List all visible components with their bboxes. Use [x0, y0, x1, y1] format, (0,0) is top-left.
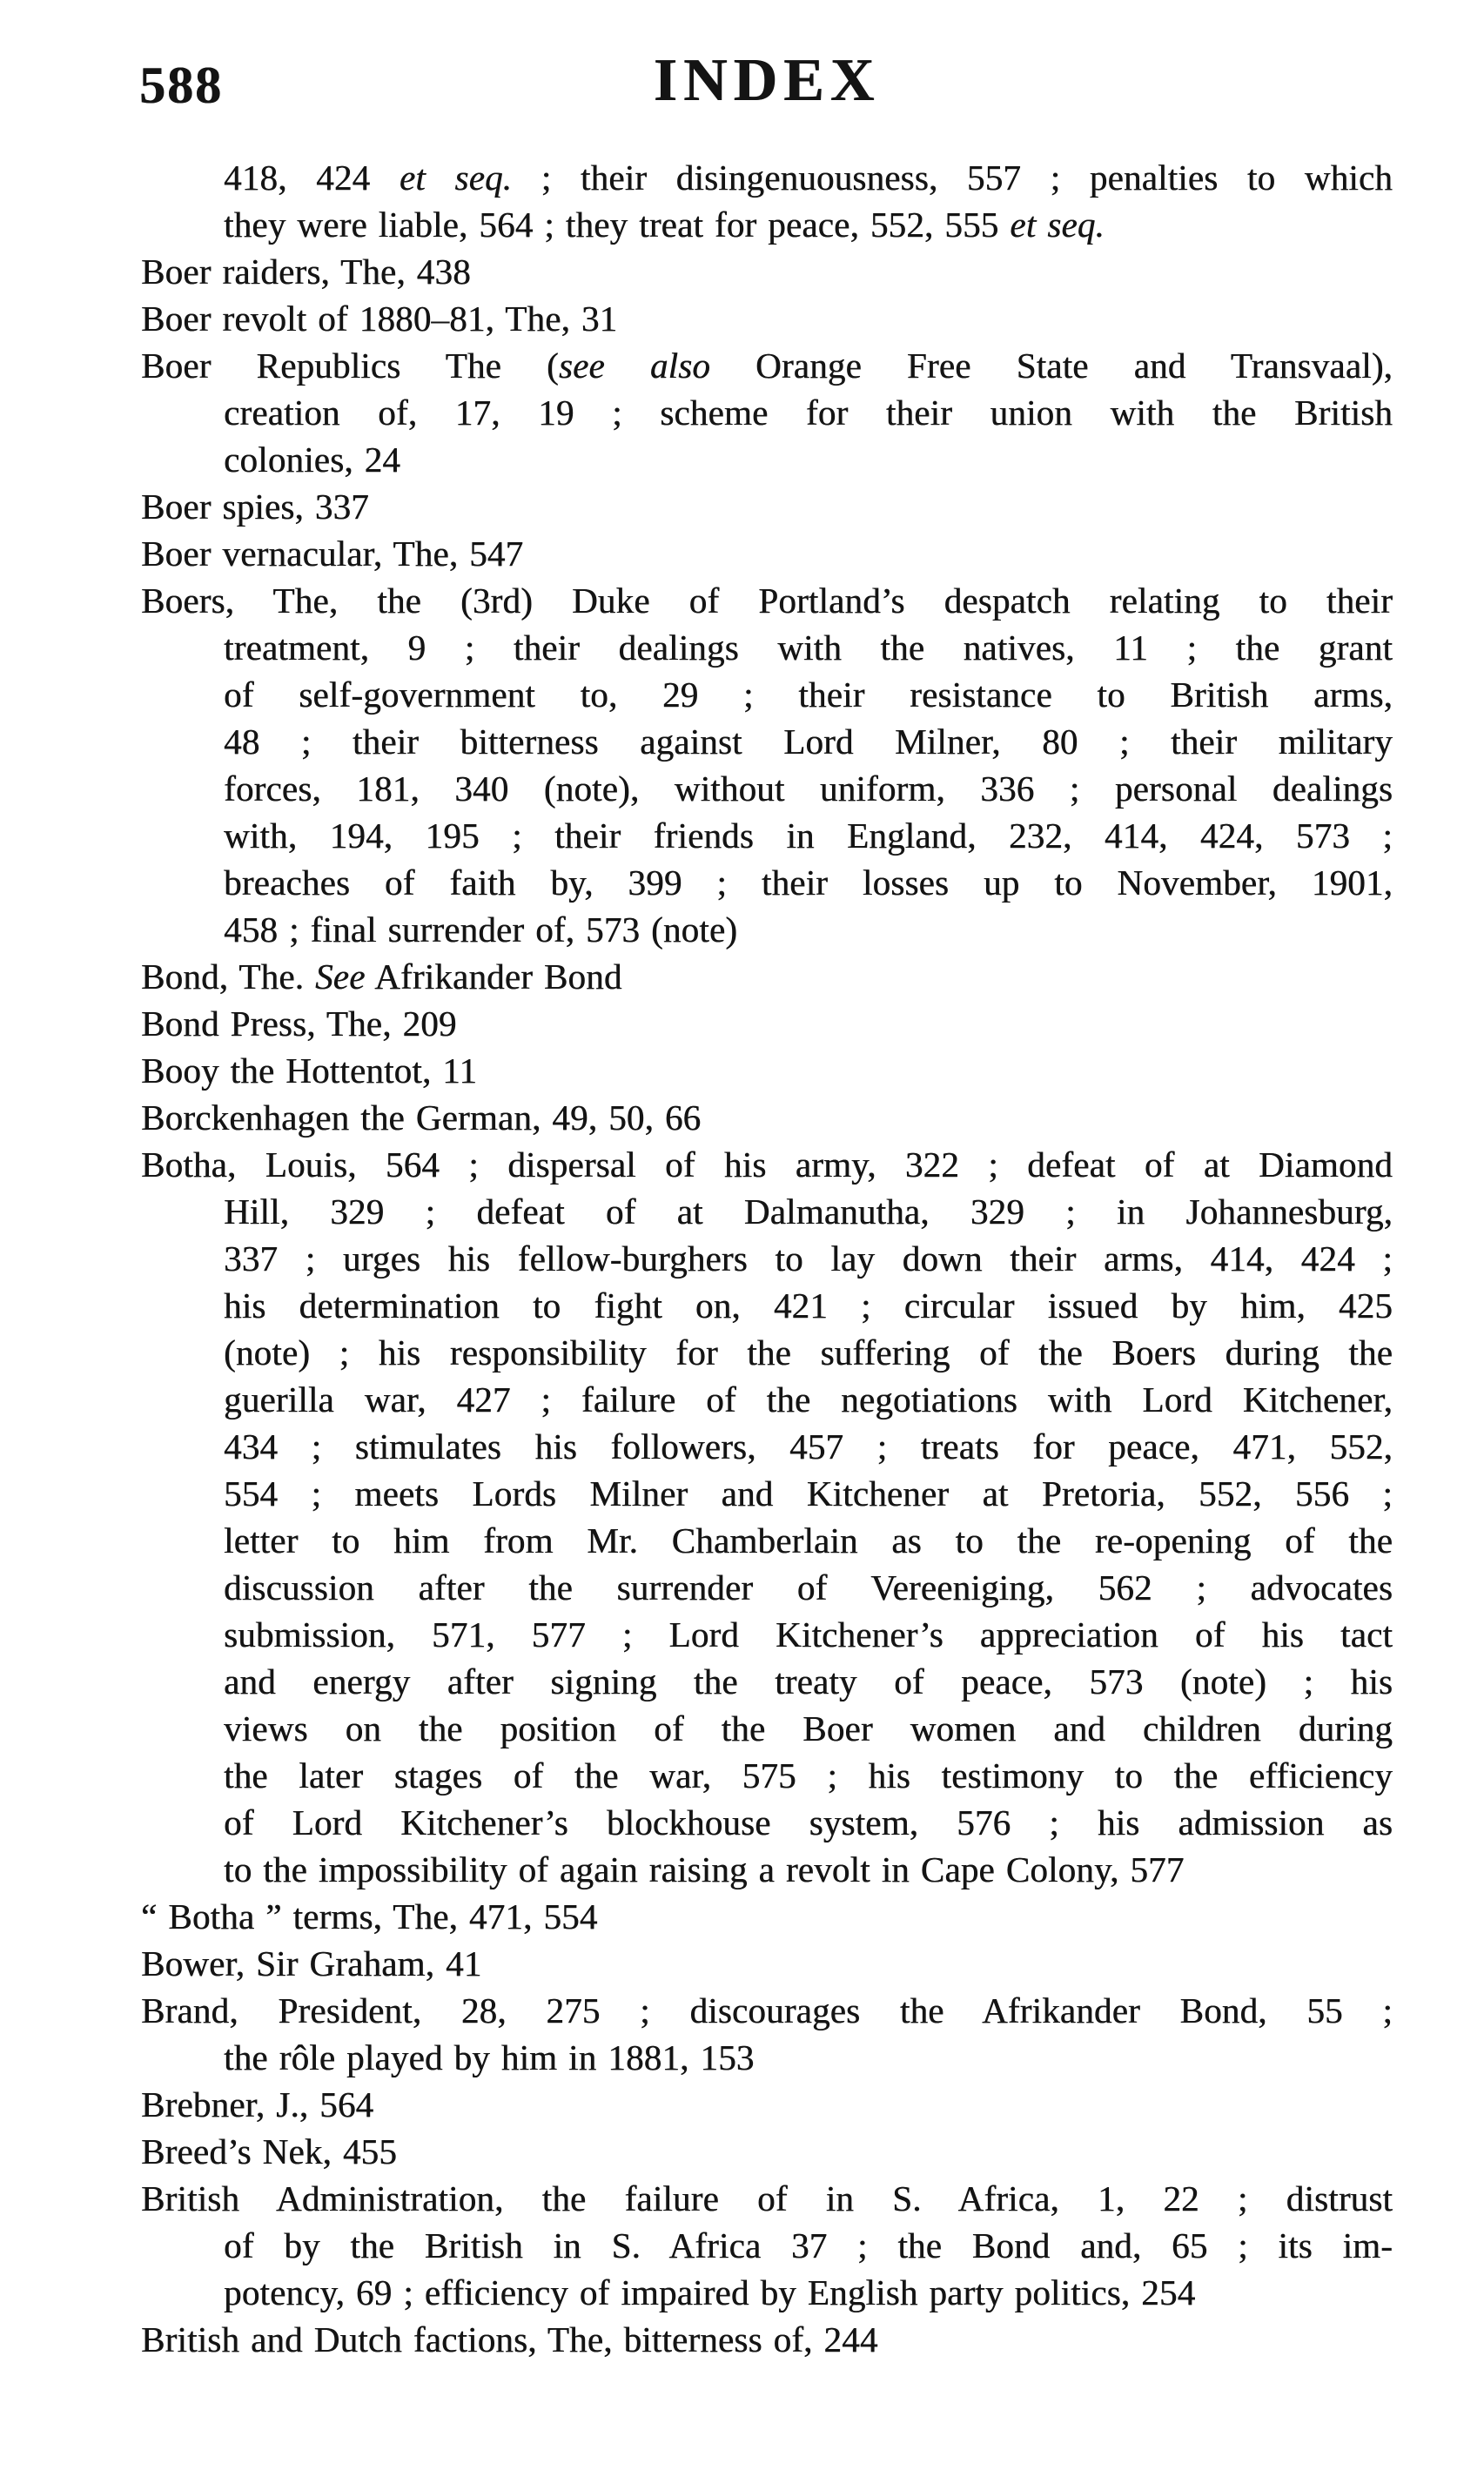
index-line-text: (note) ; his responsibility for the suffering of the Boers during the — [224, 1332, 1393, 1373]
index-line — [141, 1047, 1393, 1094]
index-line-text: and energy after signing the treaty of peace, 573 (note) ; his — [224, 1661, 1393, 1701]
index-line — [141, 530, 1393, 577]
entry-boer-republics — [141, 342, 1393, 483]
index-line-text: 418, 424 — [224, 158, 400, 198]
index-line — [141, 1799, 1393, 1846]
index-line-text: Bond, The. — [141, 956, 315, 997]
index-line — [141, 577, 1393, 624]
index-line — [141, 154, 1393, 201]
index-line-text: breaches of faith by, 399 ; their losses up to November, 1901, — [224, 862, 1393, 903]
index-line-text: 434 ; stimulates his followers, 457 ; treats for peace, 471, 552, — [224, 1426, 1393, 1467]
index-line — [141, 1517, 1393, 1564]
index-line — [141, 953, 1393, 1000]
index-line — [141, 859, 1393, 906]
index-line — [141, 1094, 1393, 1141]
index-line — [141, 1846, 1393, 1893]
entry-boer-revolt — [141, 295, 1393, 342]
index-line — [141, 2175, 1393, 2222]
index-line-text: British and Dutch factions, The, bitterness of, 244 — [141, 2319, 878, 2359]
index-line-text: treatment, 9 ; their dealings with the natives, 11 ; the grant — [224, 628, 1393, 668]
index-line — [141, 1752, 1393, 1799]
index-line-text: Boer Republics The ( — [141, 346, 559, 386]
index-line-text: discussion after the surrender of Vereeniging, 562 ; advocates — [224, 1567, 1393, 1608]
index-line-text: Brand, President, 28, 275 ; discourages the Afrikander Bond, 55 ; — [141, 1990, 1393, 2030]
index-line — [141, 624, 1393, 671]
index-line — [141, 2269, 1393, 2316]
index-line — [141, 1000, 1393, 1047]
entry-botha-louis — [141, 1141, 1393, 1893]
index-line-text: Boer vernacular, The, 547 — [141, 534, 524, 574]
entry-boers-the — [141, 577, 1393, 953]
index-line — [141, 201, 1393, 248]
index-line-text: colonies, 24 — [224, 440, 400, 480]
index-line — [141, 1611, 1393, 1658]
index-line — [141, 1940, 1393, 1987]
entry-boer-vernacular — [141, 530, 1393, 577]
index-entries — [141, 154, 1393, 2363]
entry-british-and-dutch-factions — [141, 2316, 1393, 2363]
index-line-text: guerilla war, 427 ; failure of the negotiations with Lord Kitchener, — [224, 1379, 1393, 1420]
index-line-italic-text: See — [314, 956, 366, 997]
index-line-text: views on the position of the Boer women and children during — [224, 1708, 1393, 1748]
index-line — [141, 1893, 1393, 1940]
entry-brand-president — [141, 1987, 1393, 2081]
index-line-text: Orange Free State and Transvaal), — [709, 346, 1393, 386]
index-line-italic-text: see also — [558, 346, 710, 386]
index-line-text: creation of, 17, 19 ; scheme for their union with the British — [224, 393, 1393, 433]
index-line-text: 458 ; final surrender of, 573 (note) — [224, 909, 738, 950]
index-line — [141, 248, 1393, 295]
index-line-text: Boers, The, the (3rd) Duke of Portland’s despatch relating to their — [141, 581, 1393, 621]
entry-bond-press — [141, 1000, 1393, 1047]
index-line-text: potency, 69 ; efficiency of impaired by English party politics, 254 — [224, 2272, 1196, 2312]
index-line — [141, 1376, 1393, 1423]
index-line-text: submission, 571, 577 ; Lord Kitchener’s appreciation of his tact — [224, 1614, 1393, 1654]
index-line-text: of Lord Kitchener’s blockhouse system, 576 ; his admission as — [224, 1802, 1393, 1842]
index-line-text: ; their disingenuousness, 557 ; penalties to which — [512, 158, 1393, 198]
index-line-text: Bond Press, The, 209 — [141, 1003, 457, 1044]
index-line-text: the rôle played by him in 1881, 153 — [224, 2037, 755, 2077]
index-line-text: letter to him from Mr. Chamberlain as to the re-opening of the — [224, 1520, 1393, 1561]
index-line — [141, 1282, 1393, 1329]
index-line — [141, 1141, 1393, 1188]
entry-bond-the — [141, 953, 1393, 1000]
index-line — [141, 1470, 1393, 1517]
entry-booy-hottentot — [141, 1047, 1393, 1094]
index-line — [141, 1987, 1393, 2034]
index-line — [141, 2222, 1393, 2269]
entry-borckenhagen — [141, 1094, 1393, 1141]
index-line-text: his determination to fight on, 421 ; circular issued by him, 425 — [224, 1285, 1393, 1326]
index-line-text: Boer spies, 337 — [141, 487, 369, 527]
index-line-text: of self-government to, 29 ; their resistance to British arms, — [224, 675, 1393, 715]
index-line-text: forces, 181, 340 (note), without uniform, 336 ; personal dealings — [224, 769, 1393, 809]
index-line-text: Borckenhagen the German, 49, 50, 66 — [141, 1097, 702, 1138]
entry-brebner — [141, 2081, 1393, 2128]
index-line-text: Brebner, J., 564 — [141, 2084, 374, 2124]
index-line — [141, 2128, 1393, 2175]
index-line — [141, 1188, 1393, 1235]
entry-breeds-nek — [141, 2128, 1393, 2175]
entry-boer-spies — [141, 483, 1393, 530]
index-line-text: 337 ; urges his fellow-burghers to lay down their arms, 414, 424 ; — [224, 1238, 1393, 1279]
page-title: INDEX — [653, 47, 881, 114]
entry-continuation-boer-prisoners — [141, 154, 1393, 248]
index-line — [141, 1705, 1393, 1752]
entry-british-administration — [141, 2175, 1393, 2316]
index-line-text: “ Botha ” terms, The, 471, 554 — [141, 1896, 598, 1936]
index-line — [141, 295, 1393, 342]
index-line-text: with, 194, 195 ; their friends in England, 232, 414, 424, 573 ; — [224, 816, 1393, 856]
index-line — [141, 483, 1393, 530]
index-line-text: Booy the Hottentot, 11 — [141, 1050, 478, 1091]
index-line — [141, 2081, 1393, 2128]
page-number: 588 — [139, 57, 223, 114]
index-line-text: Boer raiders, The, 438 — [141, 252, 471, 292]
index-line-text: the later stages of the war, 575 ; his testimony to the efficiency — [224, 1755, 1393, 1795]
index-line-text: Breed’s Nek, 455 — [141, 2131, 397, 2171]
entry-botha-terms — [141, 1893, 1393, 1940]
index-line-italic-text: et seq. — [1010, 205, 1105, 245]
index-line — [141, 671, 1393, 718]
index-line — [141, 718, 1393, 765]
index-line-text: Afrikander Bond — [365, 956, 622, 997]
index-line — [141, 1235, 1393, 1282]
index-line-text: 48 ; their bitterness against Lord Milner, 80 ; their military — [224, 722, 1393, 762]
index-line — [141, 1658, 1393, 1705]
index-line-text: Boer revolt of 1880–81, The, 31 — [141, 299, 618, 339]
index-line — [141, 2316, 1393, 2363]
index-line-text: Hill, 329 ; defeat of at Dalmanutha, 329 ; in Johannesburg, — [224, 1191, 1393, 1232]
index-line-text: 554 ; meets Lords Milner and Kitchener at Pretoria, 552, 556 ; — [224, 1473, 1393, 1514]
index-line-text: Bower, Sir Graham, 41 — [141, 1943, 482, 1983]
index-line — [141, 1329, 1393, 1376]
index-line-text: to the impossibility of again raising a revolt in Cape Colony, 577 — [224, 1849, 1185, 1889]
index-line — [141, 1564, 1393, 1611]
index-line — [141, 342, 1393, 389]
index-line-italic-text: et seq. — [399, 158, 513, 198]
index-line — [141, 436, 1393, 483]
index-line-text: of by the British in S. Africa 37 ; the Bond and, 65 ; its im- — [224, 2225, 1393, 2265]
index-line-text: Botha, Louis, 564 ; dispersal of his army, 322 ; defeat of at Diamond — [141, 1144, 1393, 1185]
entry-boer-raiders — [141, 248, 1393, 295]
index-line — [141, 1423, 1393, 1470]
index-line-text: they were liable, 564 ; they treat for peace, 552, 555 — [224, 205, 1011, 245]
index-line — [141, 2034, 1393, 2081]
index-line — [141, 812, 1393, 859]
index-line — [141, 765, 1393, 812]
index-line-text: British Administration, the failure of in S. Africa, 1, 22 ; distrust — [141, 2178, 1393, 2218]
index-line — [141, 906, 1393, 953]
index-line — [141, 389, 1393, 436]
entry-bower — [141, 1940, 1393, 1987]
